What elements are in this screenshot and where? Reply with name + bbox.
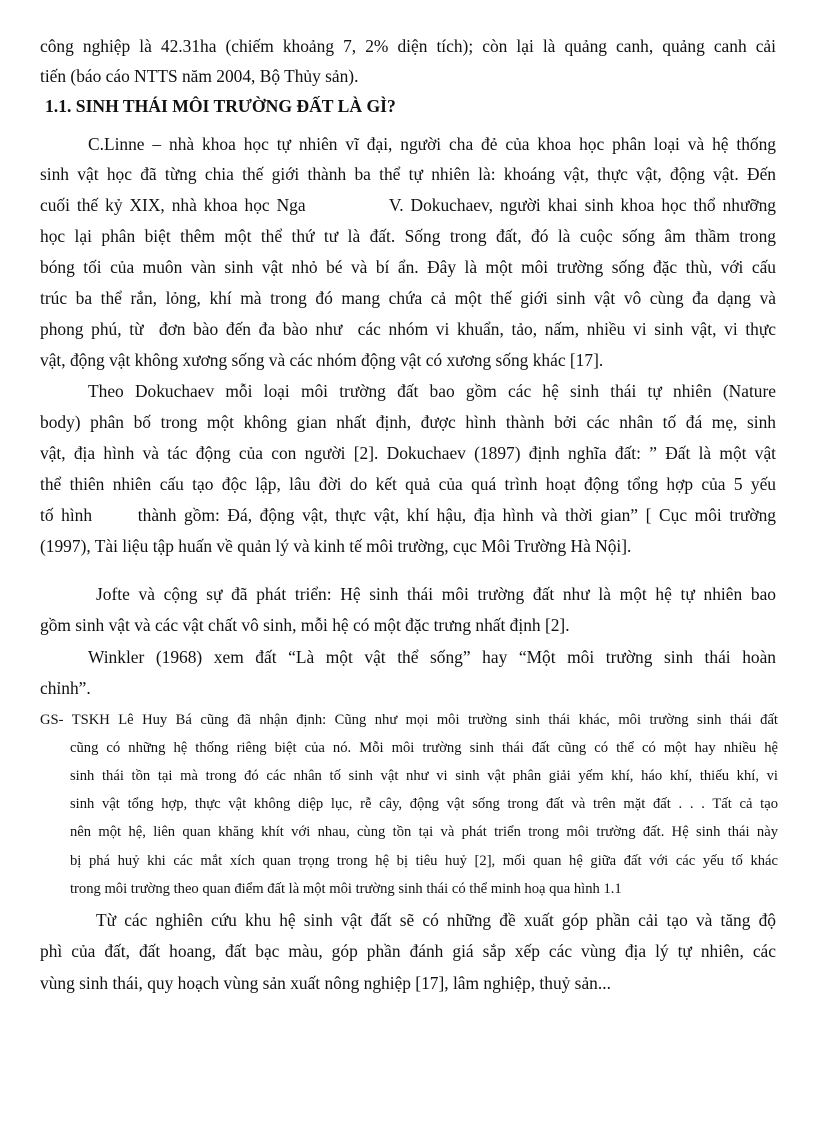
paragraph-1-line-1: C.Linne – nhà khoa học tự nhiên vĩ đại, người cha đẻ của khoa học phân loại và hệ thống (88, 134, 776, 154)
paragraph-2-line-4: thể thiên nhiên cấu tạo độc lập, lâu đời do kết quả của quá trình hoạt động tổng hợp của 5 yếu (40, 474, 776, 494)
intro-line-2: tiến (báo cáo NTTS năm 2004, Bộ Thủy sản). (40, 66, 359, 86)
section-heading: 1.1. SINH THÁI MÔI TRƯỜNG ĐẤT LÀ GÌ? (45, 96, 396, 116)
paragraph-6-line-1: Từ các nghiên cứu khu hệ sinh vật đất sẽ có những đề xuất góp phần cải tạo và tăng độ (96, 910, 776, 930)
paragraph-2-line-2: body) phân bố trong một không gian nhất định, được hình thành bởi các nhân tố đá mẹ, sinh (40, 412, 776, 432)
paragraph-3-line-1: Jofte và cộng sự đã phát triển: Hệ sinh thái môi trường đất như là một hệ tự nhiên bao (96, 584, 776, 604)
paragraph-5-line-1: GS- TSKH Lê Huy Bá cũng đã nhận định: Cũng như mọi môi trường sinh thái khác, môi trường sinh thái đất (40, 712, 778, 728)
paragraph-2-line-1: Theo Dokuchaev mỗi loại môi trường đất bao gồm các hệ sinh thái tự nhiên (Nature (88, 381, 776, 401)
paragraph-5-line-6: bị phá huỷ khi các mắt xích quan trọng trong hệ bị tiêu huỷ [2], mối quan hệ giữa đất với các yếu tố khác (70, 853, 778, 869)
paragraph-5-line-5: nên một hệ, liên quan khăng khít với nhau, cùng tồn tại và phát triển trong môi trường đất. Hệ sinh thái này (70, 824, 778, 840)
paragraph-5-line-4: sinh vật tổng hợp, thực vật không diệp lục, rễ cây, động vật sống trong đất và trên mặt đất . . . Tất cả tạo (70, 796, 778, 812)
paragraph-5-line-7: trong môi trường theo quan điểm đất là một môi trường sinh thái có thể minh hoạ qua hình 1.1 (70, 881, 622, 897)
paragraph-1-line-2: sinh vật học đã từng chia thế giới thành ba thể tự nhiên là: khoáng vật, thực vật, động vật. Đến (40, 164, 776, 184)
paragraph-1-line-4: học lại phân biệt thêm một thể thứ tư là đất. Sống trong đất, đó là cuộc sống âm thầm trong (40, 226, 776, 246)
paragraph-6-line-3: vùng sinh thái, quy hoạch vùng sản xuất nông nghiệp [17], lâm nghiệp, thuỷ sản... (40, 973, 611, 993)
paragraph-1-line-3: cuối thế kỷ XIX, nhà khoa học Nga V. Dokuchaev, người khai sinh khoa học thổ nhưỡng (40, 195, 776, 215)
paragraph-5-line-2: cũng có những hệ thống riêng biệt của nó. Mỗi môi trường sinh thái đất cũng có thể có một hay nhiều hệ (70, 740, 778, 756)
paragraph-4-line-1: Winkler (1968) xem đất “Là một vật thể sống” hay “Một môi trường sinh thái hoàn (88, 647, 776, 667)
paragraph-4-line-2: chỉnh”. (40, 678, 91, 698)
paragraph-2-line-6: (1997), Tài liệu tập huấn về quản lý và kinh tế môi trường, cục Môi Trường Hà Nội]. (40, 536, 632, 556)
paragraph-1-line-7: phong phú, từ đơn bào đến đa bào như các nhóm vi khuẩn, tảo, nấm, nhiều vi sinh vật, vi thực (40, 319, 776, 339)
paragraph-1-line-8: vật, động vật không xương sống và các nhóm động vật có xương sống khác [17]. (40, 350, 604, 370)
paragraph-2-line-3: vật, địa hình và tác động của con người [2]. Dokuchaev (1897) định nghĩa đất: ” Đất là một vật (40, 443, 776, 463)
paragraph-3-line-2: gồm sinh vật và các vật chất vô sinh, mỗi hệ có một đặc trưng nhất định [2]. (40, 615, 570, 635)
paragraph-1-line-6: trúc ba thể rắn, lỏng, khí mà trong đó mang chứa cả một thế giới sinh vật vô cùng đa dạng và (40, 288, 776, 308)
paragraph-6-line-2: phì của đất, đất hoang, đất bạc màu, góp phần đánh giá sắp xếp các vùng địa lý tự nhiên, các (40, 941, 776, 961)
paragraph-5-line-3: sinh thái tồn tại mà trong đó các nhân tố sinh vật như vi sinh vật phân giải yếm khí, háo khí, thiếu khí, vi (70, 768, 778, 784)
paragraph-1-line-5: bóng tối của muôn vàn sinh vật nhỏ bé và bí ẩn. Đây là một môi trường sống đặc thù, với cấu (40, 257, 776, 277)
paragraph-2-line-5: tố hình thành gồm: Đá, động vật, thực vật, khí hậu, địa hình và thời gian” [ Cục môi trường (40, 505, 776, 525)
intro-line-1: công nghiệp là 42.31ha (chiếm khoảng 7, 2% diện tích); còn lại là quảng canh, quảng canh cải (40, 36, 776, 56)
